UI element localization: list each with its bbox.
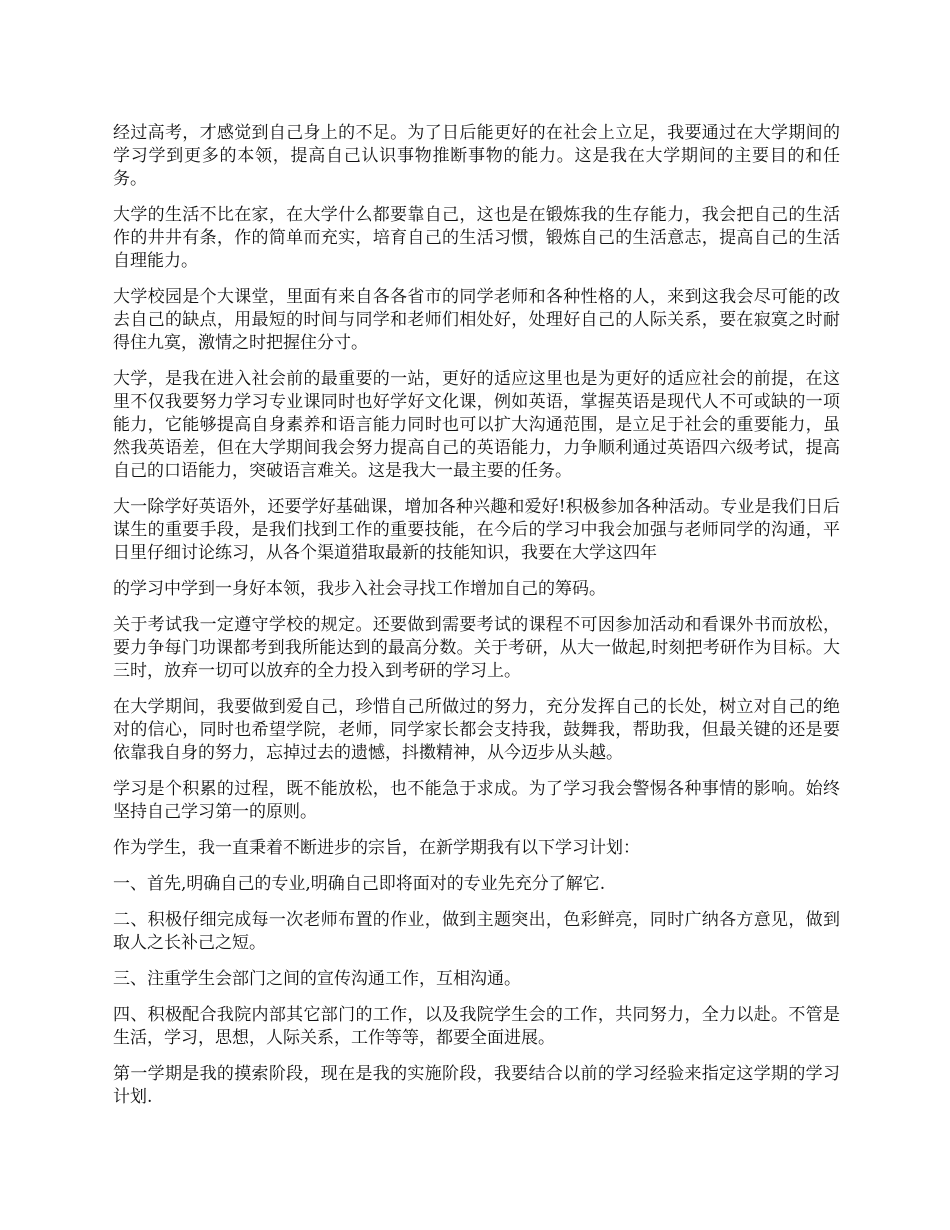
paragraph-closing: 第一学期是我的摸索阶段，现在是我的实施阶段，我要结合以前的学习经验来指定这学期的学习计划.: [113, 1064, 840, 1107]
paragraph-10: 作为学生，我一直秉着不断进步的宗旨，在新学期我有以下学习计划：: [113, 838, 640, 858]
plan-item-1: 一、首先,明确自己的专业,明确自己即将面对的专业先充分了解它.: [113, 874, 606, 894]
paragraph-6: 的学习中学到一身好本领，我步入社会寻找工作增加自己的筹码。: [113, 579, 606, 599]
document-body: [113, 122, 840, 1122]
paragraph-7: 关于考试我一定遵守学校的规定。还要做到需要考试的课程不可因参加活动和看课外书而放松，要力争每门功课都考到我所能达到的最高分数。关于考研，从大一做起,时刻把考研作为目标。大三时，放弃一切可以放弃的全力投入到考研的学习上。: [113, 615, 840, 681]
paragraph-2: 大学的生活不比在家，在大学什么都要靠自己，这也是在锻炼我的生存能力，我会把自己的生活作的井井有条，作的简单而充实，培育自己的生活习惯，锻炼自己的生活意志，提高自己的生活自理能力。: [113, 205, 840, 271]
paragraph-1: 经过高考，才感觉到自己身上的不足。为了日后能更好的在社会上立足，我要通过在大学期间的学习学到更多的本领，提高自己认识事物推断事物的能力。这是我在大学期间的主要目的和任务。: [113, 123, 840, 189]
paragraph-5: 大一除学好英语外，还要学好基础课，增加各种兴趣和爱好!积极参加各种活动。专业是我们日后谋生的重要手段，是我们找到工作的重要技能，在今后的学习中我会加强与老师同学的沟通，平日里仔细讨论练习，从各个渠道猎取最新的技能知识，我要在大学这四年: [113, 497, 840, 563]
paragraph-4: 大学，是我在进入社会前的最重要的一站，更好的适应这里也是为更好的适应社会的前提，在这里不仅我要努力学习专业课同时也好学好文化课，例如英语，掌握英语是现代人不可或缺的一项能力，它能够提高自身素养和语言能力同时也可以扩大沟通范围，是立足于社会的重要能力，虽然我英语差，但在大学期间我会努力提高自己的英语能力，力争顺利通过英语四六级考试，提高自己的口语能力，突破语言难关。这是我大一最主要的任务。: [113, 369, 840, 481]
plan-item-2: 二、积极仔细完成每一次老师布置的作业，做到主题突出，色彩鲜亮，同时广纳各方意见，做到取人之长补己之短。: [113, 910, 840, 953]
paragraph-9: 学习是个积累的过程，既不能放松，也不能急于求成。为了学习我会警惕各种事情的影响。始终坚持自己学习第一的原则。: [113, 779, 840, 822]
plan-item-3: 三、注重学生会部门之间的宣传沟通工作，互相沟通。: [113, 969, 521, 989]
plan-item-4: 四、积极配合我院内部其它部门的工作，以及我院学生会的工作，共同努力，全力以赴。不管是生活，学习，思想，人际关系，工作等等，都要全面进展。: [113, 1005, 840, 1048]
paragraph-3: 大学校园是个大课堂，里面有来自各各省市的同学老师和各种性格的人，来到这我会尽可能的改去自己的缺点，用最短的时间与同学和老师们相处好，处理好自己的人际关系，要在寂寞之时耐得住九寞，激情之时把握住分寸。: [113, 287, 840, 353]
paragraph-8: 在大学期间，我要做到爱自己，珍惜自己所做过的努力，充分发挥自己的长处，树立对自己的绝对的信心，同时也希望学院，老师，同学家长都会支持我，鼓舞我，帮助我，但最关键的还是要依靠我自身的努力，忘掉过去的遗憾，抖擞精神，从今迈步从头越。: [113, 697, 840, 763]
